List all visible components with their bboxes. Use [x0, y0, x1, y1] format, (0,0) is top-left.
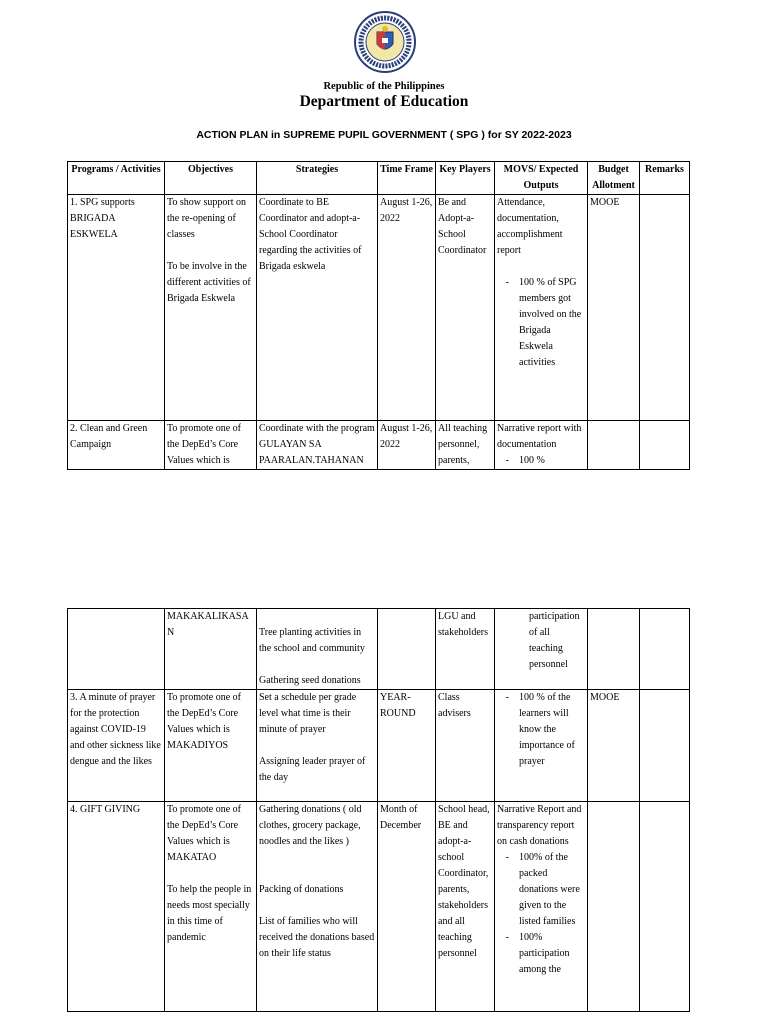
cell-program: 4. GIFT GIVING — [68, 802, 165, 1012]
cell-time-frame — [378, 609, 436, 690]
header-movs: MOVS/ Expected Outputs — [495, 162, 588, 195]
cell-strategy — [257, 609, 378, 690]
table-row — [68, 802, 690, 1012]
cell-time-frame: August 1-26, 2022 — [378, 195, 436, 421]
movs-text: Narrative report with documentation — [497, 423, 582, 450]
cell-objectives — [165, 802, 257, 1012]
header-strategies: Strategies — [257, 162, 378, 195]
movs-bullet — [497, 690, 585, 770]
table-row — [68, 609, 690, 690]
header-remarks: Remarks — [640, 162, 690, 195]
cell-movs — [495, 690, 588, 802]
bullet-text: 100 % — [519, 455, 545, 466]
cell-time-frame: August 1-26, 2022 — [378, 421, 436, 470]
cell-budget — [588, 421, 640, 470]
cell-movs — [495, 609, 588, 690]
bullet-dash: - — [505, 852, 509, 863]
bullet-dash: - — [505, 277, 509, 288]
objective-text: To show support on the re-opening of classes — [167, 197, 247, 240]
strategy-text: Gathering seed donations — [259, 675, 361, 686]
cell-strategy: Coordinate to BE Coordinator and adopt-a-School Coordinator regarding the activities of Brigada eskwela — [257, 195, 378, 421]
deped-seal-logo — [353, 10, 417, 74]
action-plan-table-page1 — [67, 161, 690, 470]
cell-program — [68, 609, 165, 690]
department-heading: Department of Education — [299, 93, 469, 110]
cell-program: 1. SPG supports BRIGADA ESKWELA — [68, 195, 165, 421]
bullet-text: 100 % of SPG members got involved on the Brigada Eskwela activities — [519, 277, 582, 368]
cell-remarks — [640, 802, 690, 1012]
cell-remarks — [640, 690, 690, 802]
cell-objectives: To promote one of the DepEd’s Core Values which is MAKADIYOS — [165, 690, 257, 802]
cell-program: 3. A minute of prayer for the protection against COVID-19 and other sickness like dengue and the likes — [68, 690, 165, 802]
bullet-dash: - — [505, 932, 509, 943]
cell-key-players: Be and Adopt-a-School Coordinator — [436, 195, 495, 421]
movs-bullet — [497, 850, 585, 930]
strategy-text: List of families who will received the donations based on their life status — [259, 916, 375, 959]
cell-key-players: School head, BE and adopt-a-school Coordinator, parents, stakeholders and all teaching personnel — [436, 802, 495, 1012]
cell-key-players: LGU and stakeholders — [436, 609, 495, 690]
header-objectives: Objectives — [165, 162, 257, 195]
objective-text: To promote one of the DepEd’s Core Values which is MAKATAO — [167, 804, 242, 863]
cell-remarks — [640, 609, 690, 690]
cell-strategy: Coordinate with the program GULAYAN SA PAARALAN.TAHANAN — [257, 421, 378, 470]
table-row — [68, 195, 690, 421]
action-plan-title: ACTION PLAN in SUPREME PUPIL GOVERNMENT ( SPG ) for SY 2022-2023 — [196, 129, 572, 141]
movs-bullet — [497, 453, 585, 469]
header-time-frame: Time Frame — [378, 162, 436, 195]
cell-budget: MOOE — [588, 690, 640, 802]
cell-movs — [495, 421, 588, 470]
bullet-dash: - — [505, 692, 509, 703]
cell-budget — [588, 609, 640, 690]
cell-movs — [495, 802, 588, 1012]
movs-text: Narrative Report and transparency report on cash donations — [497, 804, 582, 847]
cell-key-players: All teaching personnel, parents, — [436, 421, 495, 470]
bullet-text: 100% participation among the — [519, 932, 570, 975]
bullet-text: 100% of the packed donations were given to the listed families — [519, 852, 580, 927]
cell-time-frame: Month of December — [378, 802, 436, 1012]
cell-budget: MOOE — [588, 195, 640, 421]
cell-objectives: MAKAKALIKASA N — [165, 609, 257, 690]
cell-objectives — [165, 195, 257, 421]
action-plan-table-page2 — [67, 608, 690, 1012]
movs-text: Attendance, documentation, accomplishment report — [497, 197, 563, 256]
bullet-dash: - — [505, 455, 509, 466]
cell-remarks — [640, 195, 690, 421]
strategy-text: Set a schedule per grade level what time is their minute of prayer — [259, 692, 357, 735]
strategy-text: Gathering donations ( old clothes, grocery package, noodles and the likes ) — [259, 804, 362, 847]
cell-objectives: To promote one of the DepEd’s Core Values which is — [165, 421, 257, 470]
bullet-continuation: participation of all teaching personnel — [529, 611, 580, 670]
table-header-row — [68, 162, 690, 195]
table-row — [68, 690, 690, 802]
header-budget: Budget Allotment — [588, 162, 640, 195]
strategy-text: Assigning leader prayer of the day — [259, 756, 366, 783]
table-row — [68, 421, 690, 470]
cell-key-players: Class advisers — [436, 690, 495, 802]
strategy-text: Tree planting activities in the school and community — [259, 627, 365, 654]
strategy-text: Packing of donations — [259, 884, 344, 895]
header-key-players: Key Players — [436, 162, 495, 195]
cell-movs — [495, 195, 588, 421]
republic-heading: Republic of the Philippines — [323, 81, 445, 92]
cell-strategy — [257, 802, 378, 1012]
cell-time-frame: YEAR-ROUND — [378, 690, 436, 802]
cell-remarks — [640, 421, 690, 470]
cell-budget — [588, 802, 640, 1012]
movs-bullet — [497, 930, 585, 978]
bullet-text: 100 % of the learners will know the importance of prayer — [519, 692, 575, 767]
movs-bullet — [497, 275, 585, 371]
objective-text: To be involve in the different activities of Brigada Eskwela — [167, 261, 251, 304]
header-programs: Programs / Activities — [68, 162, 165, 195]
cell-strategy — [257, 690, 378, 802]
cell-program: 2. Clean and Green Campaign — [68, 421, 165, 470]
objective-text: To help the people in needs most specially in this time of pandemic — [167, 884, 252, 943]
